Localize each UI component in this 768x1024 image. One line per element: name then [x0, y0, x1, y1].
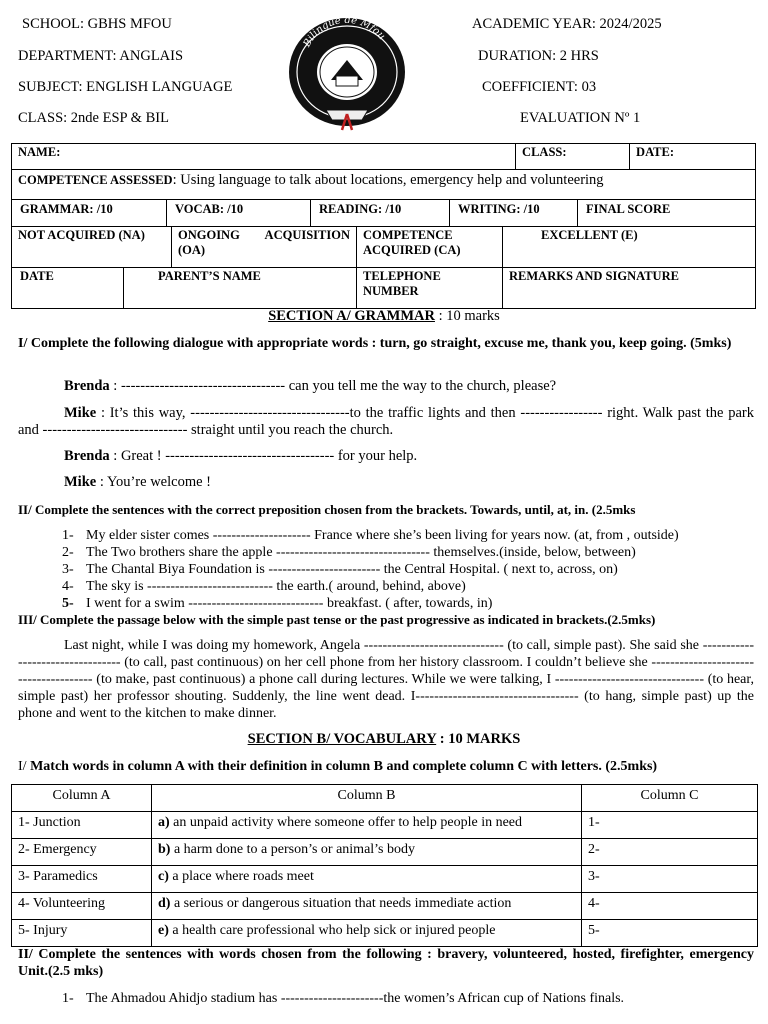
preposition-list	[62, 527, 762, 612]
answer-cell[interactable]: 3-	[582, 866, 758, 893]
telephone-number: TELEPHONE NUMBER	[357, 268, 503, 309]
subject-label: SUBJECT: ENGLISH LANGUAGE	[18, 79, 233, 95]
list-item: 3- The Chantal Biya Foundation is ------------------------ the Central Hospital. ( next to, across, on)	[62, 562, 618, 577]
list-item: 1- My elder sister comes --------------------- France where she’s been living for years now. (at, from , outside)	[62, 528, 679, 543]
school-seal-logo	[286, 16, 408, 134]
coefficient-label: COEFFICIENT: 03	[482, 79, 597, 95]
passage-text: Last night, while I was doing my homework, Angela ------------------------------ (to call, simple past). She said she --------------------------------- (to call, past continuous) on her cell phone from her history classroom. I couldn’t believe she -------------------------------------- (to make, past continuous) a phone call during lectures. While we were talking, I -------------------------------- (to hear, simple past) her professor shouting. Suddenly, the line went dead. I----------------------------------- (to hang, simple past) up the phone and went to the kitchen to make dinner.	[18, 638, 754, 721]
dialogue-line-2: Mike : It’s this way, ---------------------------------to the traffic lights and then ----------------- right. Walk past the park and ------------------------------ straight until you reach the church.	[18, 405, 754, 438]
duration-label: DURATION: 2 HRS	[478, 48, 599, 64]
excellent: EXCELLENT (E)	[503, 227, 756, 268]
question-a1: I/ Complete the following dialogue with appropriate words : turn, go straight, excuse me, thank you, keep going. (5mks)	[18, 336, 732, 351]
answer-cell[interactable]: 2-	[582, 839, 758, 866]
question-a3: III/ Complete the passage below with the simple past tense or the past progressive as indicated in brackets.(2.5mks)	[18, 612, 656, 627]
ongoing-acquisition: ONGOING ACQUISITION (OA)	[172, 227, 357, 268]
list-item: 2- The Two brothers share the apple --------------------------------- themselves.(inside, below, between)	[62, 545, 636, 560]
table-row: 5- Injury e) a health care professional who help sick or injured people 5-	[12, 920, 758, 947]
name-field[interactable]: NAME:	[18, 145, 61, 159]
date-field[interactable]: DATE:	[630, 144, 756, 170]
column-c-header: Column C	[582, 785, 758, 812]
dialogue-line-4: Mike : You’re welcome !	[64, 474, 211, 490]
table-row: 4- Volunteering d) a serious or dangerous situation that needs immediate action 4-	[12, 893, 758, 920]
reading-score[interactable]: READING: /10	[310, 200, 449, 226]
table-row: 3- Paramedics c) a place where roads meet 3-	[12, 866, 758, 893]
section-b-title: SECTION B/ VOCABULARY : 10 MARKS	[247, 731, 521, 747]
column-a-header: Column A	[12, 785, 152, 812]
question-a2: II/ Complete the sentences with the correct preposition chosen from the brackets. Towards, until, at, in. (2.5mks	[18, 502, 636, 517]
answer-cell[interactable]: 5-	[582, 920, 758, 947]
writing-score[interactable]: WRITING: /10	[449, 200, 577, 226]
competence-label: COMPETENCE ASSESSED	[18, 173, 173, 187]
vocab-score[interactable]: VOCAB: /10	[166, 200, 310, 226]
academic-year: ACADEMIC YEAR: 2024/2025	[472, 16, 662, 32]
date-column: DATE	[20, 269, 54, 283]
svg-text:Bilingue de Mfou: Bilingue de Mfou	[301, 16, 388, 49]
vocab-sentence-list	[62, 990, 762, 1007]
not-acquired: NOT ACQUIRED (NA)	[12, 227, 172, 268]
list-item: 5- I went for a swim ----------------------------- breakfast. ( after, towards, in)	[62, 596, 493, 611]
evaluation-label: EVALUATION Nº 1	[520, 110, 641, 126]
grammar-score[interactable]: GRAMMAR: /10	[20, 202, 113, 216]
question-b1: I/ Match words in column A with their definition in column B and complete column C with letters. (2.5mks)	[18, 759, 658, 774]
section-a-title: SECTION A/ GRAMMAR : 10 marks	[268, 308, 500, 324]
answer-cell[interactable]: 4-	[582, 893, 758, 920]
final-score[interactable]: FINAL SCORE	[577, 200, 755, 226]
competence-acquired: COMPETENCE ACQUIRED (CA)	[357, 227, 503, 268]
class-label: CLASS: 2nde ESP & BIL	[18, 110, 169, 126]
table-row: 2- Emergency b) a harm done to a person’s or animal’s body 2-	[12, 839, 758, 866]
answer-cell[interactable]: 1-	[582, 812, 758, 839]
department-label: DEPARTMENT: ANGLAIS	[18, 48, 184, 64]
table-row: 1- Junction a) an unpaid activity where someone offer to help people in need 1-	[12, 812, 758, 839]
dialogue-line-3: Brenda : Great ! ----------------------------------- for your help.	[64, 448, 418, 464]
list-item: 4- The sky is --------------------------- the earth.( around, behind, above)	[62, 579, 466, 594]
remarks-signature: REMARKS AND SIGNATURE	[503, 268, 756, 309]
competence-text: : Using language to talk about locations, emergency help and volunteering	[172, 172, 604, 188]
class-field[interactable]: CLASS:	[515, 144, 629, 169]
list-item: 1- The Ahmadou Ahidjo stadium has ----------------------the women’s African cup of Nations finals.	[62, 991, 625, 1006]
column-b-header: Column B	[152, 785, 582, 812]
school-label: SCHOOL: GBHS MFOU	[22, 16, 172, 32]
parent-name: PARENT’S NAME	[123, 268, 356, 308]
dialogue-line-1: Brenda : ---------------------------------- can you tell me the way to the church, please?	[64, 378, 557, 394]
question-b2: II/ Complete the sentences with words chosen from the following : bravery, volunteered, hosted, firefighter, emergency Unit.(2.5 mks)	[18, 947, 754, 979]
matching-table	[11, 784, 758, 947]
student-info-table	[11, 143, 756, 309]
